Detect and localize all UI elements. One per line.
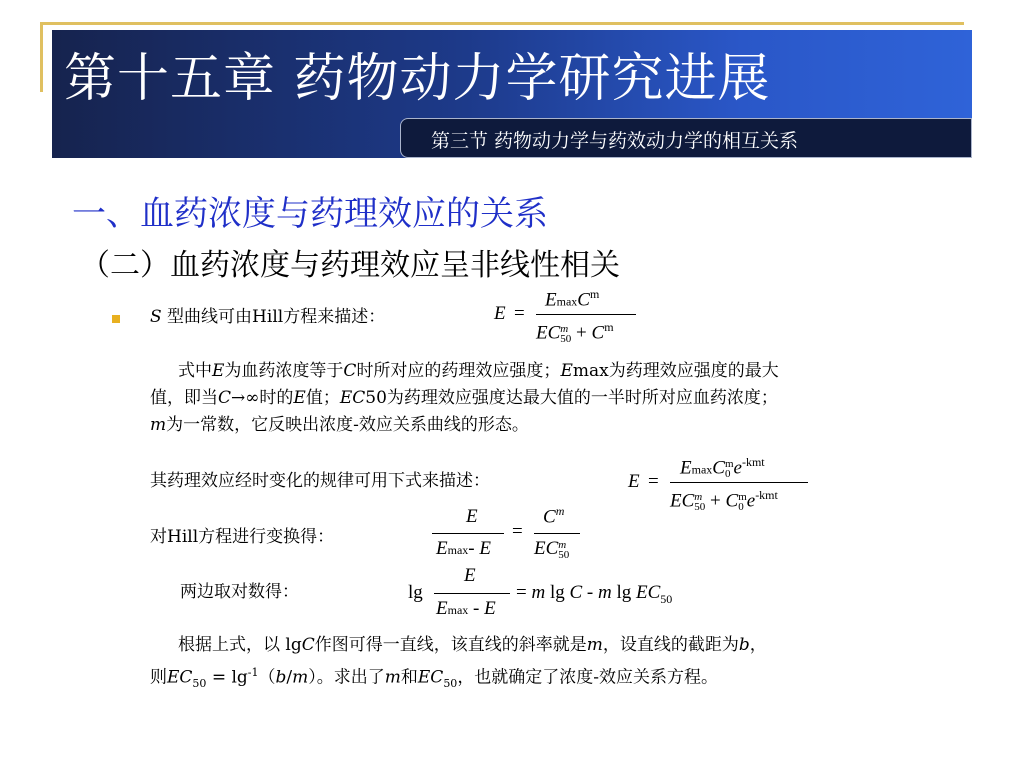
time-course-text: 其药理效应经时变化的规律可用下式来描述： (150, 471, 490, 491)
log-text: 两边取对数得： (180, 582, 299, 602)
subsection-heading: （二）血药浓度与药理效应呈非线性相关 (80, 248, 620, 283)
subtitle-banner (400, 118, 972, 158)
fraction-bar (432, 533, 504, 534)
section-heading: 一、血药浓度与药理效应的关系 (72, 194, 548, 234)
explanation-paragraph: 式中E为血药浓度等于C时所对应的药理效应强度；Emax为药理效应强度的最大 值，即当C→∞时的E值；EC50为药理效应强度达最大值的一半时所对应血药浓度； m为一常数，它反映出浓度-效应关系曲线的形态。 (150, 361, 779, 435)
decorative-frame-left (40, 22, 43, 92)
fraction-bar (434, 593, 510, 594)
subtitle-text: 第三节 药物动力学与药效动力学的相互关系 (431, 130, 799, 152)
square-bullet-icon (112, 315, 120, 323)
hill-transform-text: 对Hill方程进行变换得： (150, 527, 335, 547)
conclusion-paragraph: 根据上式，以 lgC作图可得一直线，该直线的斜率就是m，设直线的截距为b， 则$EC_{50} = \lg^{-1}(b/m)$。求出了m和$EC_{50}$，也就确定了浓度-效应关系方程。 (150, 635, 767, 691)
bullet-text: S 型曲线可由Hill方程来描述： (150, 307, 386, 327)
fraction-bar (670, 482, 808, 483)
decorative-frame-top (40, 22, 964, 25)
fraction-bar (534, 533, 580, 534)
page-title: 第十五章 药物动力学研究进展 (64, 49, 771, 109)
fraction-bar (536, 314, 636, 315)
